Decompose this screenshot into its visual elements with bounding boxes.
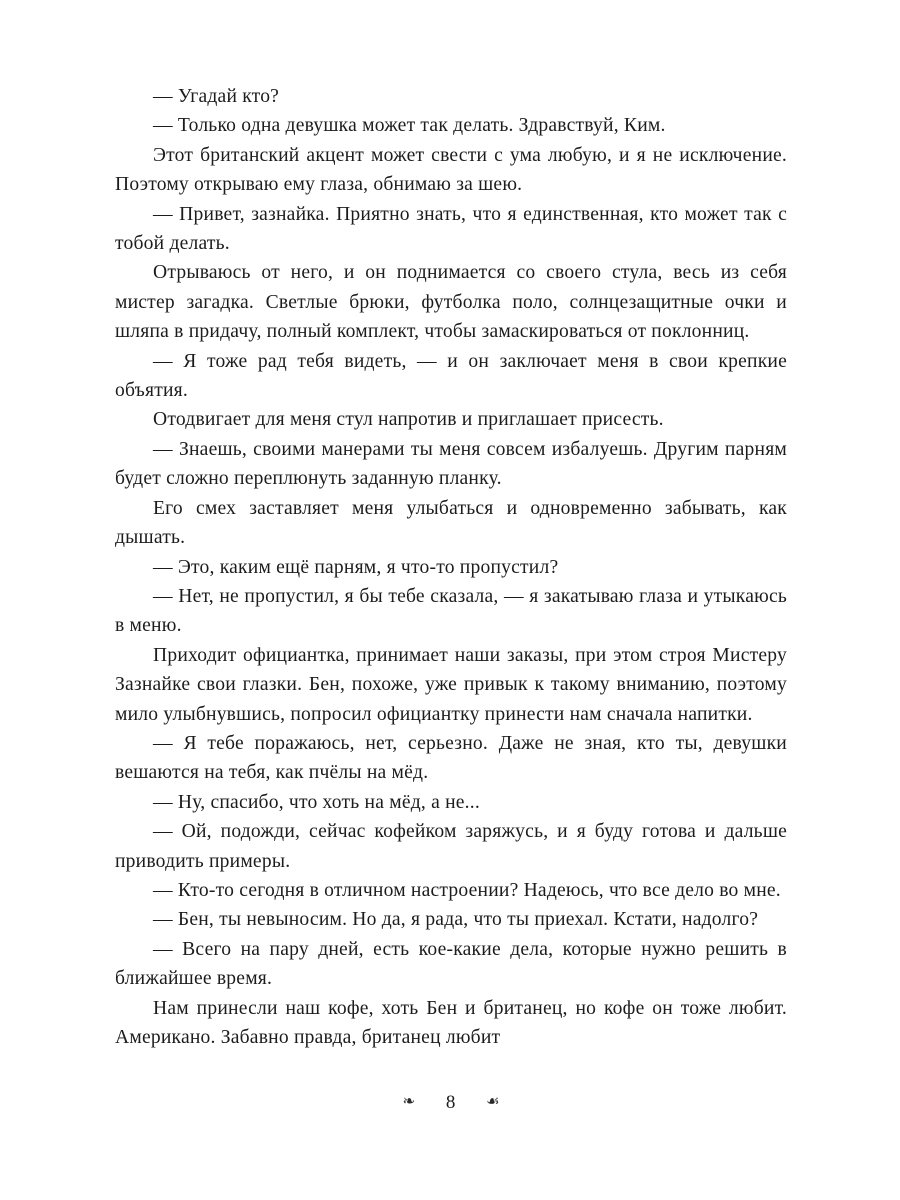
paragraph: Приходит официантка, принимает наши заказы, при этом строя Мистеру Зазнайке свои глазки. Бен, похоже, уже привык к такому вниманию, поэтому мило улыбнувшись, попросил официантку принести нам сначала напитки. <box>115 644 787 725</box>
page-footer <box>115 1092 787 1114</box>
paragraph: — Бен, ты невыносим. Но да, я рада, что ты приехал. Кстати, надолго? <box>153 909 759 931</box>
page-number: 8 <box>445 1092 456 1113</box>
paragraph: — Ну, спасибо, что хоть на мёд, а не... <box>153 791 480 813</box>
paragraph: — Ой, подожди, сейчас кофейком заряжусь, и я буду готова и дальше приводить примеры. <box>115 821 787 872</box>
body-text <box>115 82 787 1052</box>
paragraph: — Угадай кто? <box>153 86 280 107</box>
paragraph: Его смех заставляет меня улыбаться и одновременно забывать, как дышать. <box>115 497 787 549</box>
paragraph: Нам принесли наш кофе, хоть Бен и британец, но кофе он тоже любит. Американо. Забавно правда, британец любит <box>115 997 787 1048</box>
paragraph: Этот британский акцент может свести с ума любую, и я не исключение. Поэтому открываю ему глаза, обнимаю за шею. <box>115 144 787 196</box>
floral-ornament-left-icon: ❧ <box>402 1094 416 1110</box>
paragraph: — Привет, зазнайка. Приятно знать, что я единственная, кто может так с тобой делать. <box>115 203 787 255</box>
floral-ornament-right-icon: ☙ <box>486 1094 500 1110</box>
paragraph: Отодвигает для меня стул напротив и приглашает присесть. <box>153 409 664 431</box>
paragraph: — Это, каким ещё парням, я что-то пропустил? <box>153 556 559 578</box>
paragraph: Отрываюсь от него, и он поднимается со своего стула, весь из себя мистер загадка. Светлые брюки, футболка поло, солнцезащитные очки и шляпа в придачу, полный комплект, чтобы замаскироваться от поклонниц. <box>115 262 787 343</box>
paragraph: — Всего на пару дней, есть кое-какие дела, которые нужно решить в ближайшее время. <box>115 938 787 990</box>
paragraph: — Только одна девушка может так делать. Здравствуй, Ким. <box>153 115 666 137</box>
paragraph: — Знаешь, своими манерами ты меня совсем избалуешь. Другим парням будет сложно переплюнуть заданную планку. <box>115 438 787 490</box>
paragraph: — Кто-то сегодня в отличном настроении? Надеюсь, что все дело во мне. <box>153 879 781 901</box>
paragraph: — Я тебе поражаюсь, нет, серьезно. Даже не зная, кто ты, девушки вешаются на тебя, как пчёлы на мёд. <box>115 732 787 784</box>
paragraph: — Нет, не пропустил, я бы тебе сказала, — я закатываю глаза и утыкаюсь в меню. <box>115 585 787 637</box>
paragraph: — Я тоже рад тебя видеть, — и он заключает меня в свои крепкие объятия. <box>115 350 787 402</box>
